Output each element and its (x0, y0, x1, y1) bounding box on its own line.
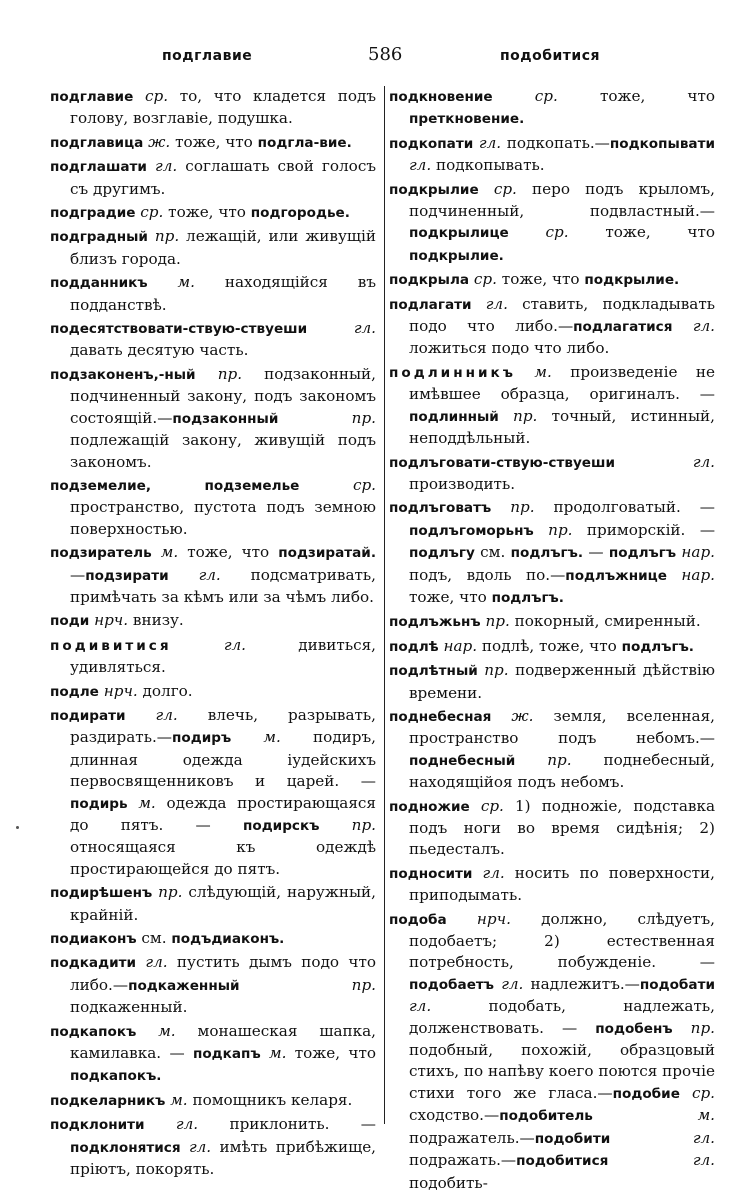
grammar-label: гл. (175, 1115, 199, 1134)
headword: подглашати (50, 159, 147, 176)
headword: подлъговатъ (389, 500, 492, 517)
entry-text: покорный, смиренный. (509, 612, 701, 631)
headword: подобаетъ (409, 976, 495, 993)
headword: поднебесный (409, 752, 516, 769)
headword: подзиратай. (278, 545, 376, 562)
dictionary-entry (389, 179, 715, 268)
entry-text: подзаконный, подчиненный закону, подъ закономъ состоящій.— (70, 364, 376, 427)
headword: подлѣ (389, 638, 439, 655)
entry-text: имѣть прибѣжище, пріютъ, покорять. (70, 1137, 377, 1179)
entry-text: тоже, что (170, 132, 258, 151)
dictionary-entry (50, 364, 376, 473)
headword: подобитися (516, 1153, 609, 1170)
dictionary-entry (50, 226, 376, 270)
entry-text: подобный, похожій, образцовый стихъ, по напѣву коего поются прочіе стихи того же гласа.— (409, 1041, 716, 1102)
headword: подлъжнице (565, 567, 667, 584)
entry-text: земля, вселенная, пространство подъ небомъ.— (409, 706, 716, 748)
headword: подглавица (50, 134, 144, 151)
headword: подкапъ (192, 1046, 261, 1063)
dictionary-entry (50, 1114, 376, 1180)
entry-text (672, 317, 692, 335)
headword: подкрылие. (584, 272, 680, 289)
headword: подирати (50, 707, 126, 724)
grammar-label: нар. (443, 636, 478, 655)
dictionary-entry (389, 294, 715, 360)
grammar-label: гл. (188, 1137, 212, 1156)
entry-text (491, 707, 511, 725)
entry-text (516, 363, 534, 381)
entry-text: давать десятую часть. (70, 341, 249, 360)
dictionary-entry (389, 706, 715, 794)
headword: подирь (70, 795, 128, 812)
right-column (389, 86, 715, 1196)
grammar-label: пр. (548, 520, 573, 539)
entry-text: продолговатый. — (534, 498, 715, 517)
grammar-label: м. (263, 728, 281, 747)
grammar-label: м. (138, 793, 156, 812)
entry-text: подкаженный. (70, 998, 188, 1017)
grammar-label: ср. (352, 475, 377, 494)
entry-text (472, 864, 482, 882)
headword: подградный (50, 229, 148, 246)
entry-text (231, 728, 263, 746)
headword: подзиратель (50, 545, 152, 562)
headword: подлъгъ. (491, 589, 564, 606)
grammar-label: гл. (692, 1151, 715, 1170)
headword: подкрыла (389, 272, 470, 289)
grammar-label: м. (160, 543, 179, 562)
headword: подзирати (85, 567, 169, 584)
grammar-label: м. (170, 1090, 188, 1109)
entry-text (240, 976, 352, 994)
grammar-label: пр. (351, 816, 377, 834)
entry-text (472, 295, 486, 313)
entry-text (148, 273, 178, 291)
grammar-label: нрч. (476, 909, 511, 928)
headword: подкрылие (389, 181, 479, 198)
headword: подиаконъ (50, 931, 137, 948)
headword: подобити (534, 1130, 611, 1147)
dictionary-entry (50, 475, 376, 540)
entry-text: находящійся въ подданствѣ. (70, 273, 377, 314)
entry-text: тоже, что (409, 587, 492, 606)
headword: подлагати (389, 296, 472, 313)
dictionary-entry (50, 86, 376, 130)
entry-text: пустить дымъ подо что либо.— (70, 953, 376, 994)
headword: подобати (639, 976, 715, 993)
dictionary-entry (50, 882, 376, 926)
entry-text (136, 1022, 158, 1040)
headword: подкопати (389, 135, 474, 152)
grammar-label: пр. (547, 750, 572, 769)
entry-text (147, 157, 155, 175)
headword: поди (50, 613, 90, 630)
dictionary-entry (50, 1090, 376, 1112)
dictionary-entry (50, 202, 376, 224)
entry-text (196, 365, 218, 383)
entry-text (278, 409, 351, 427)
dictionary-entry (389, 362, 715, 450)
grammar-label: м. (158, 1021, 176, 1040)
dictionary-entry (50, 610, 376, 632)
headword: подлагатися (573, 319, 673, 336)
grammar-label: гл. (198, 565, 221, 584)
headword: подзаконный (172, 410, 279, 427)
dictionary-entry (50, 542, 376, 608)
dictionary-entry (389, 611, 715, 633)
headword: подлъгъ. (621, 638, 694, 655)
entry-text: соглашать свой голосъ съ другимъ. (70, 157, 376, 198)
entry-text: носить по поверхности, приподымать. (409, 863, 716, 905)
dictionary-entry (389, 909, 715, 1194)
grammar-label: пр. (217, 364, 243, 383)
entry-text (181, 1138, 189, 1156)
entry-text: помощникъ келаря. (187, 1090, 353, 1109)
entry-text: относящаяся къ одеждѣ простирающейся до пятъ. (70, 838, 376, 878)
entry-text: пространство, пустота подъ земною поверхностью. (70, 498, 376, 538)
entry-text (261, 1044, 269, 1062)
headword: подданникъ (50, 275, 148, 292)
grammar-label: ср. (545, 223, 569, 242)
entry-text: точный, истинный, неподдѣльный. (409, 406, 716, 448)
dictionary-entry (50, 1021, 376, 1088)
headword: подобенъ (595, 1020, 673, 1037)
entry-text (319, 816, 351, 834)
entry-text (499, 407, 513, 425)
entry-text (479, 180, 494, 198)
entry-text (128, 794, 139, 812)
entry-text: монашеская шапка, камилавка. — (70, 1021, 377, 1063)
headword: подлъжьнъ (389, 614, 481, 631)
grammar-label: гл. (478, 133, 502, 152)
entry-text: ложиться подо что либо. (409, 339, 610, 358)
headword: подкрылие. (409, 247, 504, 264)
entry-text: сходство.— (409, 1106, 500, 1125)
grammar-label: гл. (223, 635, 247, 654)
headword: подобитель (499, 1108, 593, 1125)
headword: подобие (612, 1085, 680, 1102)
grammar-label: пр. (154, 227, 180, 246)
entry-text (593, 1106, 698, 1124)
grammar-label: гл. (692, 452, 715, 471)
entry-text: влечь, разрывать, раздирать.— (70, 705, 377, 747)
entry-text (136, 953, 145, 971)
headword: подкапокъ (50, 1023, 137, 1040)
entry-text (145, 1115, 176, 1133)
entry-text (509, 223, 546, 241)
grammar-label: ср. (144, 87, 169, 105)
header-right-guideword: подобитися (500, 48, 601, 64)
print-speck (16, 826, 19, 829)
entry-text: поднебесный, находящійоя подъ небомъ. (409, 750, 715, 792)
grammar-label: гл. (409, 156, 432, 175)
running-header (50, 42, 710, 76)
grammar-label: ср. (140, 203, 164, 222)
entry-text: подкопать.— (501, 133, 610, 152)
headword: подирскъ (242, 818, 320, 834)
entry-text: подлѣ, тоже, что (477, 636, 622, 655)
entry-text: тоже, что (557, 87, 715, 105)
grammar-label: м. (269, 1044, 287, 1063)
headword: подлѣтный (389, 663, 478, 680)
headword: подградие (50, 205, 136, 222)
grammar-label: нар. (681, 543, 716, 562)
headword: подоба (389, 911, 447, 928)
dictionary-entry (50, 635, 376, 679)
grammar-label: ср. (534, 87, 558, 105)
grammar-label: гл. (155, 705, 178, 724)
entry-text (491, 498, 510, 516)
grammar-label: гл. (353, 319, 376, 338)
entry-text: перо подъ крыломъ, подчиненный, подвластный.— (409, 179, 715, 221)
dictionary-entry (389, 452, 715, 496)
entry-text: тоже, что (163, 203, 251, 222)
headword: подкадити (50, 955, 137, 972)
entry-text: произведеніе не имѣвшее образца, оригиналъ. — (409, 362, 715, 404)
grammar-label: нрч. (94, 611, 129, 630)
headword: подглавие (50, 89, 134, 105)
grammar-label: нар. (681, 565, 715, 584)
headword: подле (50, 683, 99, 700)
dictionary-entry (50, 705, 376, 880)
entry-text: подкопывать. (431, 156, 545, 175)
dictionary-entry (389, 796, 715, 861)
headword: преткновение. (409, 111, 525, 128)
grammar-label: гл. (145, 953, 168, 972)
entry-text (470, 797, 481, 815)
page-number: 586 (368, 44, 403, 65)
entry-text: — (70, 565, 86, 584)
grammar-label: пр. (158, 883, 183, 902)
headword: подъдиаконъ. (171, 931, 285, 948)
entry-text (534, 521, 548, 539)
entry-text: дивиться, удивляться. (70, 635, 377, 677)
headword: подесятствовати-ствую-ствуеши (50, 321, 308, 338)
entry-text (610, 1129, 693, 1147)
entry-text: должно, слѣдуетъ, подобаетъ; 2) естественная потребность, побужденіе. — (409, 909, 716, 972)
left-column (50, 86, 376, 1183)
entry-text (673, 1019, 691, 1037)
grammar-label: гл. (692, 1128, 715, 1147)
headword: подзаконенъ,-ный (50, 366, 196, 383)
headword: подножие (389, 798, 470, 815)
grammar-label: ср. (473, 270, 497, 289)
entry-text: лежащій, или живущій близъ города. (70, 227, 377, 268)
grammar-label: пр. (513, 406, 538, 425)
dictionary-entry (389, 269, 715, 291)
entry-text: надлежитъ.— (523, 974, 640, 993)
grammar-label: гл. (692, 317, 715, 336)
entry-text (447, 910, 477, 928)
entry-text: подлежащій закону, живущій подъ закономъ. (70, 431, 376, 471)
entry-text: подражатель.— (409, 1128, 535, 1147)
entry-text: тоже, что (568, 223, 716, 242)
headword: подлъговати-ствую-ствуеши (389, 454, 615, 471)
dictionary-entry (389, 863, 715, 907)
grammar-label: гл. (485, 294, 508, 313)
headword: подиръ (172, 730, 232, 747)
entry-text: приклонить. — (198, 1115, 376, 1134)
dictionary-entry (389, 497, 715, 609)
dictionary-entry (50, 272, 376, 316)
headword: подкрылице (409, 225, 509, 242)
entry-text: слѣдующій, наружный, крайній. (70, 883, 377, 924)
grammar-label: м. (697, 1106, 715, 1125)
dictionary-entry (389, 660, 715, 704)
entry-text (126, 706, 156, 724)
entry-text: внизу. (128, 611, 184, 630)
dictionary-entry (50, 156, 376, 200)
dictionary-entry (50, 952, 376, 1018)
grammar-label: ср. (691, 1083, 716, 1102)
entry-text (615, 453, 693, 471)
entry-text (493, 87, 535, 105)
entry-text (608, 1151, 692, 1169)
headword: подлинникъ (389, 364, 516, 381)
headword: подирѣшенъ (50, 885, 153, 902)
headword: подлъгъ (608, 545, 677, 562)
entry-text (299, 476, 353, 494)
entry-text: подражать.— (409, 1151, 517, 1170)
entry-text: 1) подножіе, подставка подъ ноги во время сидѣнія; 2) пьедесталъ. (409, 796, 715, 859)
entry-text (172, 636, 224, 654)
entry-text: тоже, что (286, 1044, 376, 1063)
entry-text (515, 751, 547, 769)
grammar-label: пр. (485, 612, 510, 631)
headword: подносити (389, 865, 473, 882)
headword: подкаженный (128, 977, 240, 994)
headword: подлъгу (409, 545, 475, 562)
grammar-label: ср. (493, 179, 517, 198)
grammar-label: пр. (510, 498, 535, 517)
headword: подгородье. (250, 205, 350, 222)
entry-text: подсматривать, примѣчать за кѣмъ или за чѣмъ либо. (70, 565, 377, 606)
dictionary-entry (389, 133, 715, 177)
dictionary-entry (50, 132, 376, 154)
entry-text (152, 543, 161, 561)
entry-text: подъ, вдоль по.— (409, 565, 566, 584)
entry-text: подобить- (409, 1173, 488, 1192)
entry-text (169, 566, 199, 584)
headword: подлъгъ. (510, 545, 584, 562)
entry-text: подиръ, длинная одежда іудейскихъ первосвященниковъ и царей. — (70, 728, 376, 791)
column-divider (384, 86, 385, 1124)
entry-text: подверженный дѣйствію времени. (409, 661, 716, 702)
grammar-label: ср. (480, 796, 504, 815)
grammar-label: пр. (351, 408, 376, 427)
dictionary-entry (50, 928, 376, 950)
entry-text: производить. (409, 474, 516, 493)
grammar-label: м. (534, 362, 552, 381)
entry-text: тоже, что (178, 543, 279, 562)
grammar-label: м. (177, 273, 195, 292)
grammar-label: ж. (511, 706, 534, 725)
grammar-label: пр. (351, 975, 376, 994)
headword: подлинный (409, 408, 499, 425)
headword: подивитися (50, 637, 172, 654)
entry-text: долго. (137, 681, 193, 700)
entry-text: см. (474, 543, 511, 562)
headword: подгла-вие. (257, 134, 352, 151)
headword: поднебесная (389, 708, 492, 725)
headword: подкновение (389, 89, 493, 105)
entry-text (148, 227, 155, 245)
grammar-label: нрч. (103, 681, 138, 700)
entry-text: тоже, что (496, 270, 585, 289)
header-left-guideword: подглавие (162, 48, 253, 64)
headword: подкеларникъ (50, 1092, 166, 1109)
headword: подклонятися (70, 1139, 181, 1156)
entry-text (680, 1084, 692, 1102)
grammar-label: гл. (482, 863, 505, 882)
entry-text: ставить, подкладывать подо что либо.— (409, 294, 715, 336)
grammar-label: гл. (155, 157, 178, 176)
grammar-label: ж. (148, 132, 171, 151)
entry-text: то, что кладется подъ голову, возглавіе, подушка. (70, 87, 377, 128)
grammar-label: гл. (409, 997, 432, 1016)
entry-text: см. (136, 929, 172, 948)
headword: подкопывати (609, 135, 715, 152)
grammar-label: пр. (690, 1018, 716, 1037)
entry-text: — (583, 543, 609, 562)
headword: подземелие, подземелье (50, 477, 300, 494)
grammar-label: гл. (501, 974, 524, 993)
headword: подлъгоморьнъ (409, 522, 534, 539)
entry-text (133, 87, 145, 105)
dictionary-entry (50, 681, 376, 703)
dictionary-entry (389, 636, 715, 658)
entry-text: одежда простирающаяся до пятъ. — (70, 793, 376, 834)
entry-text: подобать, надлежать, долженствовать. — (409, 997, 715, 1037)
grammar-label: пр. (484, 661, 509, 680)
headword: подклонити (50, 1117, 145, 1134)
dictionary-entry (389, 86, 715, 131)
headword: подкапокъ. (70, 1068, 162, 1085)
entry-text (307, 319, 354, 337)
entry-text: приморскій. — (572, 520, 716, 539)
entry-text (667, 566, 681, 584)
dictionary-entry (50, 318, 376, 362)
